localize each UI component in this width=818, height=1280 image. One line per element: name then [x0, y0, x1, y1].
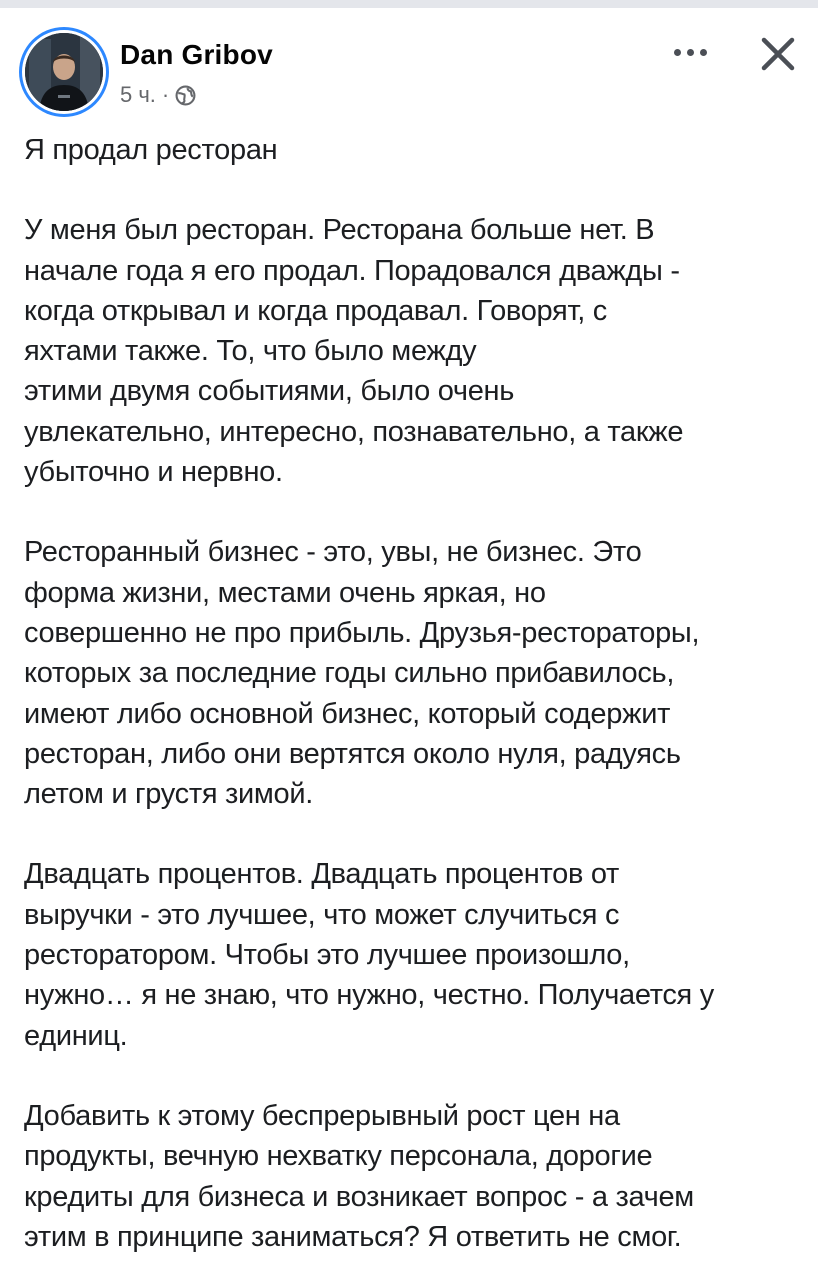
author-name[interactable]: Dan Gribov	[120, 39, 273, 70]
text-line: Ресторанный бизнес - это, увы, не бизнес. Это	[24, 536, 642, 569]
close-button[interactable]	[754, 30, 802, 78]
more-dot	[700, 49, 707, 56]
more-dot	[687, 49, 694, 56]
text-line: кредиты для бизнеса и возникает вопрос - а зачем	[24, 1180, 694, 1213]
text-line: У меня был ресторан. Ресторана больше нет. В	[24, 214, 655, 247]
text-line: летом и грустя зимой.	[24, 778, 314, 811]
text-line: яхтами также. То, что было между	[24, 335, 477, 368]
text-line: нужно… я не знаю, что нужно, честно. Получается у	[24, 979, 714, 1012]
post-paragraph	[24, 210, 800, 492]
text-line: продукты, вечную нехватку персонала, дорогие	[24, 1140, 653, 1173]
post-paragraph	[24, 532, 800, 814]
more-options-button[interactable]	[662, 32, 718, 72]
paragraph-gap	[24, 814, 800, 854]
text-line: которых за последние годы сильно прибавилось,	[24, 657, 675, 690]
text-line: Добавить к этому беспрерывный рост цен на	[24, 1099, 620, 1132]
text-line: начале года я его продал. Порадовался дважды -	[24, 254, 680, 287]
post-meta	[120, 80, 196, 110]
post-paragraph	[24, 854, 800, 1055]
top-divider	[0, 0, 818, 8]
text-line: ресторатором. Чтобы это лучшее произошло,	[24, 939, 630, 972]
text-line: имеют либо основной бизнес, который содержит	[24, 697, 671, 730]
avatar-image	[25, 33, 103, 111]
post-paragraph	[24, 130, 800, 170]
post-text	[24, 130, 800, 1257]
post-header	[22, 30, 798, 116]
text-line: Я продал ресторан	[24, 134, 278, 166]
meta-separator: ·	[161, 82, 170, 107]
text-line: единиц.	[24, 1019, 128, 1052]
text-line: ресторан, либо они вертятся около нуля, радуясь	[24, 737, 681, 770]
paragraph-gap	[24, 492, 800, 532]
text-line: Двадцать процентов. Двадцать процентов от	[24, 858, 620, 891]
text-line: когда открывал и когда продавал. Говорят, с	[24, 294, 607, 327]
globe-icon	[175, 85, 196, 106]
text-line: убыточно и нервно.	[24, 456, 283, 489]
text-line: этими двумя событиями, было очень	[24, 375, 515, 408]
text-line: форма жизни, местами очень яркая, но	[24, 576, 546, 609]
text-line: совершенно не про прибыль. Друзья-рестораторы,	[24, 616, 700, 649]
paragraph-gap	[24, 1056, 800, 1096]
text-line: этим в принципе заниматься? Я ответить не смог.	[24, 1220, 682, 1253]
close-icon	[754, 30, 802, 78]
post-time[interactable]: 5 ч.	[120, 82, 156, 107]
text-line: увлекательно, интересно, познавательно, а также	[24, 415, 684, 448]
text-line: выручки - это лучшее, что может случиться с	[24, 898, 620, 931]
more-dot	[674, 49, 681, 56]
post-paragraph	[24, 1096, 800, 1257]
avatar[interactable]	[22, 30, 106, 114]
